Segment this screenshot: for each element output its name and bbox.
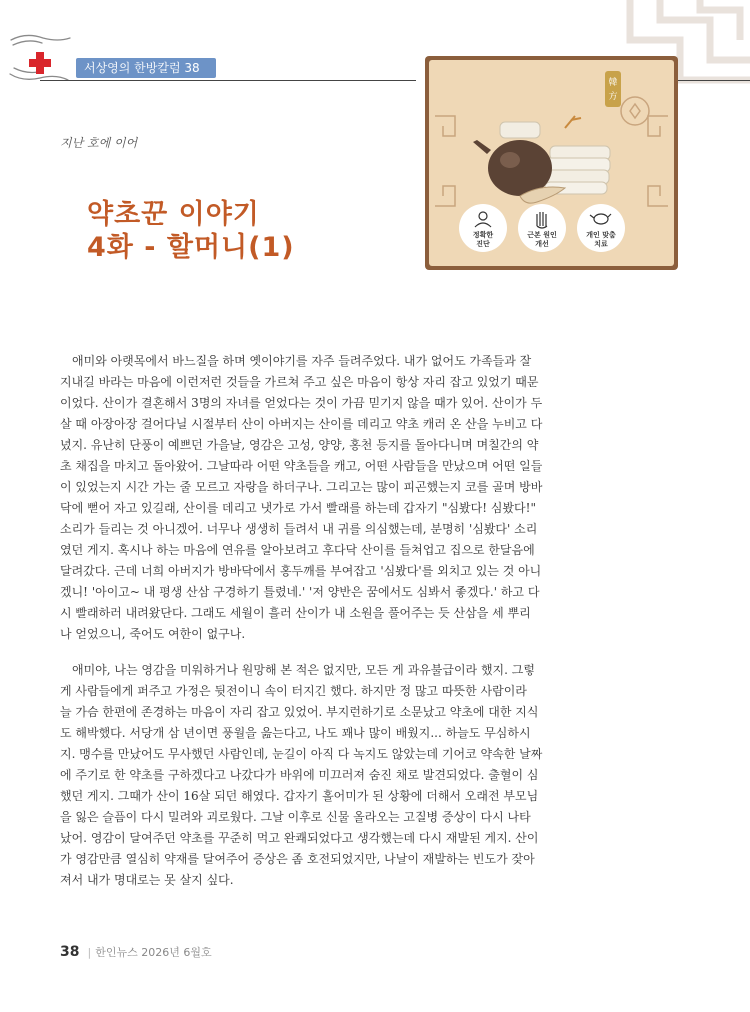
issue-label: 한인뉴스 2026년 6월호 <box>95 946 212 959</box>
text-line: 했던 게지. 그때가 산이 16살 되던 해였다. 갑자기 홀어미가 된 상황에 더해서 오래전 부모님 <box>60 789 539 803</box>
text-line: 살 때 아장아장 걸어다닐 시절부터 산이 아버지는 산이를 데리고 약초 캐러 온 산을 누비고 다 <box>60 417 543 431</box>
svg-text:韓: 韓 <box>608 78 618 88</box>
header-rule <box>40 80 416 81</box>
text-line: 겠니! '아이고~ 내 평생 산삼 구경하기 틀렸네.' '저 양반은 꿈에서도 심봐서 좋겠다.' 하고 다 <box>60 585 540 599</box>
text-line: 늘 가슴 한편에 존경하는 마음이 자리 잡고 있었어. 부지런하기로 소문났고 약초에 대한 지식 <box>60 705 539 719</box>
text-line: 이 있었는지 시간 가는 줄 모르고 자랑을 하더구나. 그리고는 많이 피곤했는지 코를 골며 방바 <box>60 480 543 494</box>
text-line: 녔지. 유난히 단풍이 예쁘던 가을날, 영감은 고성, 양양, 홍천 등지를 돌아다니며 며칠간의 약 <box>60 438 539 452</box>
article-title <box>87 198 295 264</box>
paragraph-1 <box>60 351 694 645</box>
text-line: 애미와 아랫목에서 바느질을 하며 옛이야기를 자주 들려주었다. 내가 없어도 가족들과 잘 <box>72 354 532 368</box>
text-line: 시 빨래하러 내려왔단다. 그래도 세월이 흘러 산이가 내 소원을 풀어주는 듯 산삼을 세 뿌리 <box>60 606 531 620</box>
hero-illustration <box>425 56 678 270</box>
intro-note: 지난 호에 이어 <box>60 136 138 150</box>
series-tab: 서상영의 한방칼럼 38 <box>76 58 216 78</box>
badge-3-line1: 개인 맞춤 <box>586 231 616 239</box>
text-line: 을 잃은 슬픔이 다시 밀려와 괴로웠다. 그날 이후로 신물 올라오는 고질병 증상이 다시 나타 <box>60 810 531 824</box>
badge-2-line2: 개선 <box>535 240 549 248</box>
paragraph-2 <box>60 660 694 891</box>
text-line: 가 영감만큼 열심히 약재를 달여주어 증상은 좀 호전되었지만, 나날이 재발하는 빈도가 잦아 <box>60 852 535 866</box>
text-line: 나 얻었으니, 죽어도 여한이 없구나. <box>60 627 246 641</box>
badge-2-line1: 근본 원인 <box>527 231 557 239</box>
badge-1-line2: 진단 <box>476 240 490 248</box>
text-line: 났어. 영감이 달여주던 약초를 꾸준히 먹고 완쾌되었다고 생각했는데 다시 재발된 게지. 산이 <box>60 831 539 845</box>
page-footer: 38 | 한인뉴스 2026년 6월호 <box>60 944 212 960</box>
text-line: 지내길 바라는 마음에 이런저런 것들을 가르쳐 주고 싶은 마음이 항상 자리 잡고 있었기 때문 <box>60 375 539 389</box>
text-line: 게 사람들에게 퍼주고 가정은 뒷전이니 속이 터지긴 했다. 하지만 정 많고 따뜻한 사람이라 <box>60 684 527 698</box>
header-rule-right <box>676 80 750 81</box>
text-line: 이었다. 산이가 결혼해서 3명의 자녀를 얻었다는 것이 가끔 믿기지 않을 때가 있어. 산이가 두 <box>60 396 543 410</box>
text-line: 지. 맹수를 만났어도 무사했던 사람인데, 눈길이 아직 다 녹지도 않았는데 기어코 약속한 날짜 <box>60 747 543 761</box>
text-line: 져서 내가 명대로는 못 살지 싶다. <box>60 873 234 887</box>
badge-3-line2: 치료 <box>594 240 608 248</box>
title-line-1: 약초꾼 이야기 <box>87 199 260 230</box>
text-line: 도 해박했다. 서당개 삼 년이면 풍월을 읊는다고, 나도 꽤나 많이 배웠지... 하늘도 무심하시 <box>60 726 531 740</box>
text-line: 닥에 뻗어 자고 있길래, 산이를 데리고 냇가로 가서 빨래를 하는데 갑자기 "심봤다! 심봤다!" <box>60 501 536 515</box>
text-line: 애미야, 나는 영감을 미워하거나 원망해 본 적은 없지만, 모든 게 과유불급이라 했지. 그렇 <box>72 663 535 677</box>
badge-1-line1: 정확한 <box>472 231 494 239</box>
text-line: 달려갔다. 근데 너희 아버지가 방바닥에서 홍두깨를 부여잡고 '심봤다'를 외치고 있는 것 아니 <box>60 564 542 578</box>
text-line: 초 채집을 마치고 돌아왔어. 그날따라 어떤 약초들을 캐고, 어떤 사람들을 만났으며 어떤 일들 <box>60 459 543 473</box>
text-line: 소리가 들리는 것 아니겠어. 너무나 생생히 들려서 내 귀를 의심했는데, 분명히 '심봤다' 소리 <box>60 522 538 536</box>
title-line-2: 4화 - 할머니(1) <box>87 232 295 263</box>
text-line: 에 주기로 한 약초를 구하겠다고 나갔다가 바위에 미끄러져 숨진 채로 발견되었다. 출혈이 심 <box>60 768 539 782</box>
svg-text:方: 方 <box>608 92 618 102</box>
page-number: 38 <box>60 944 80 960</box>
text-line: 였던 게지. 혹시나 하는 마음에 연유를 알아보려고 후다닥 산이를 들쳐업고 집으로 한달음에 <box>60 543 535 557</box>
